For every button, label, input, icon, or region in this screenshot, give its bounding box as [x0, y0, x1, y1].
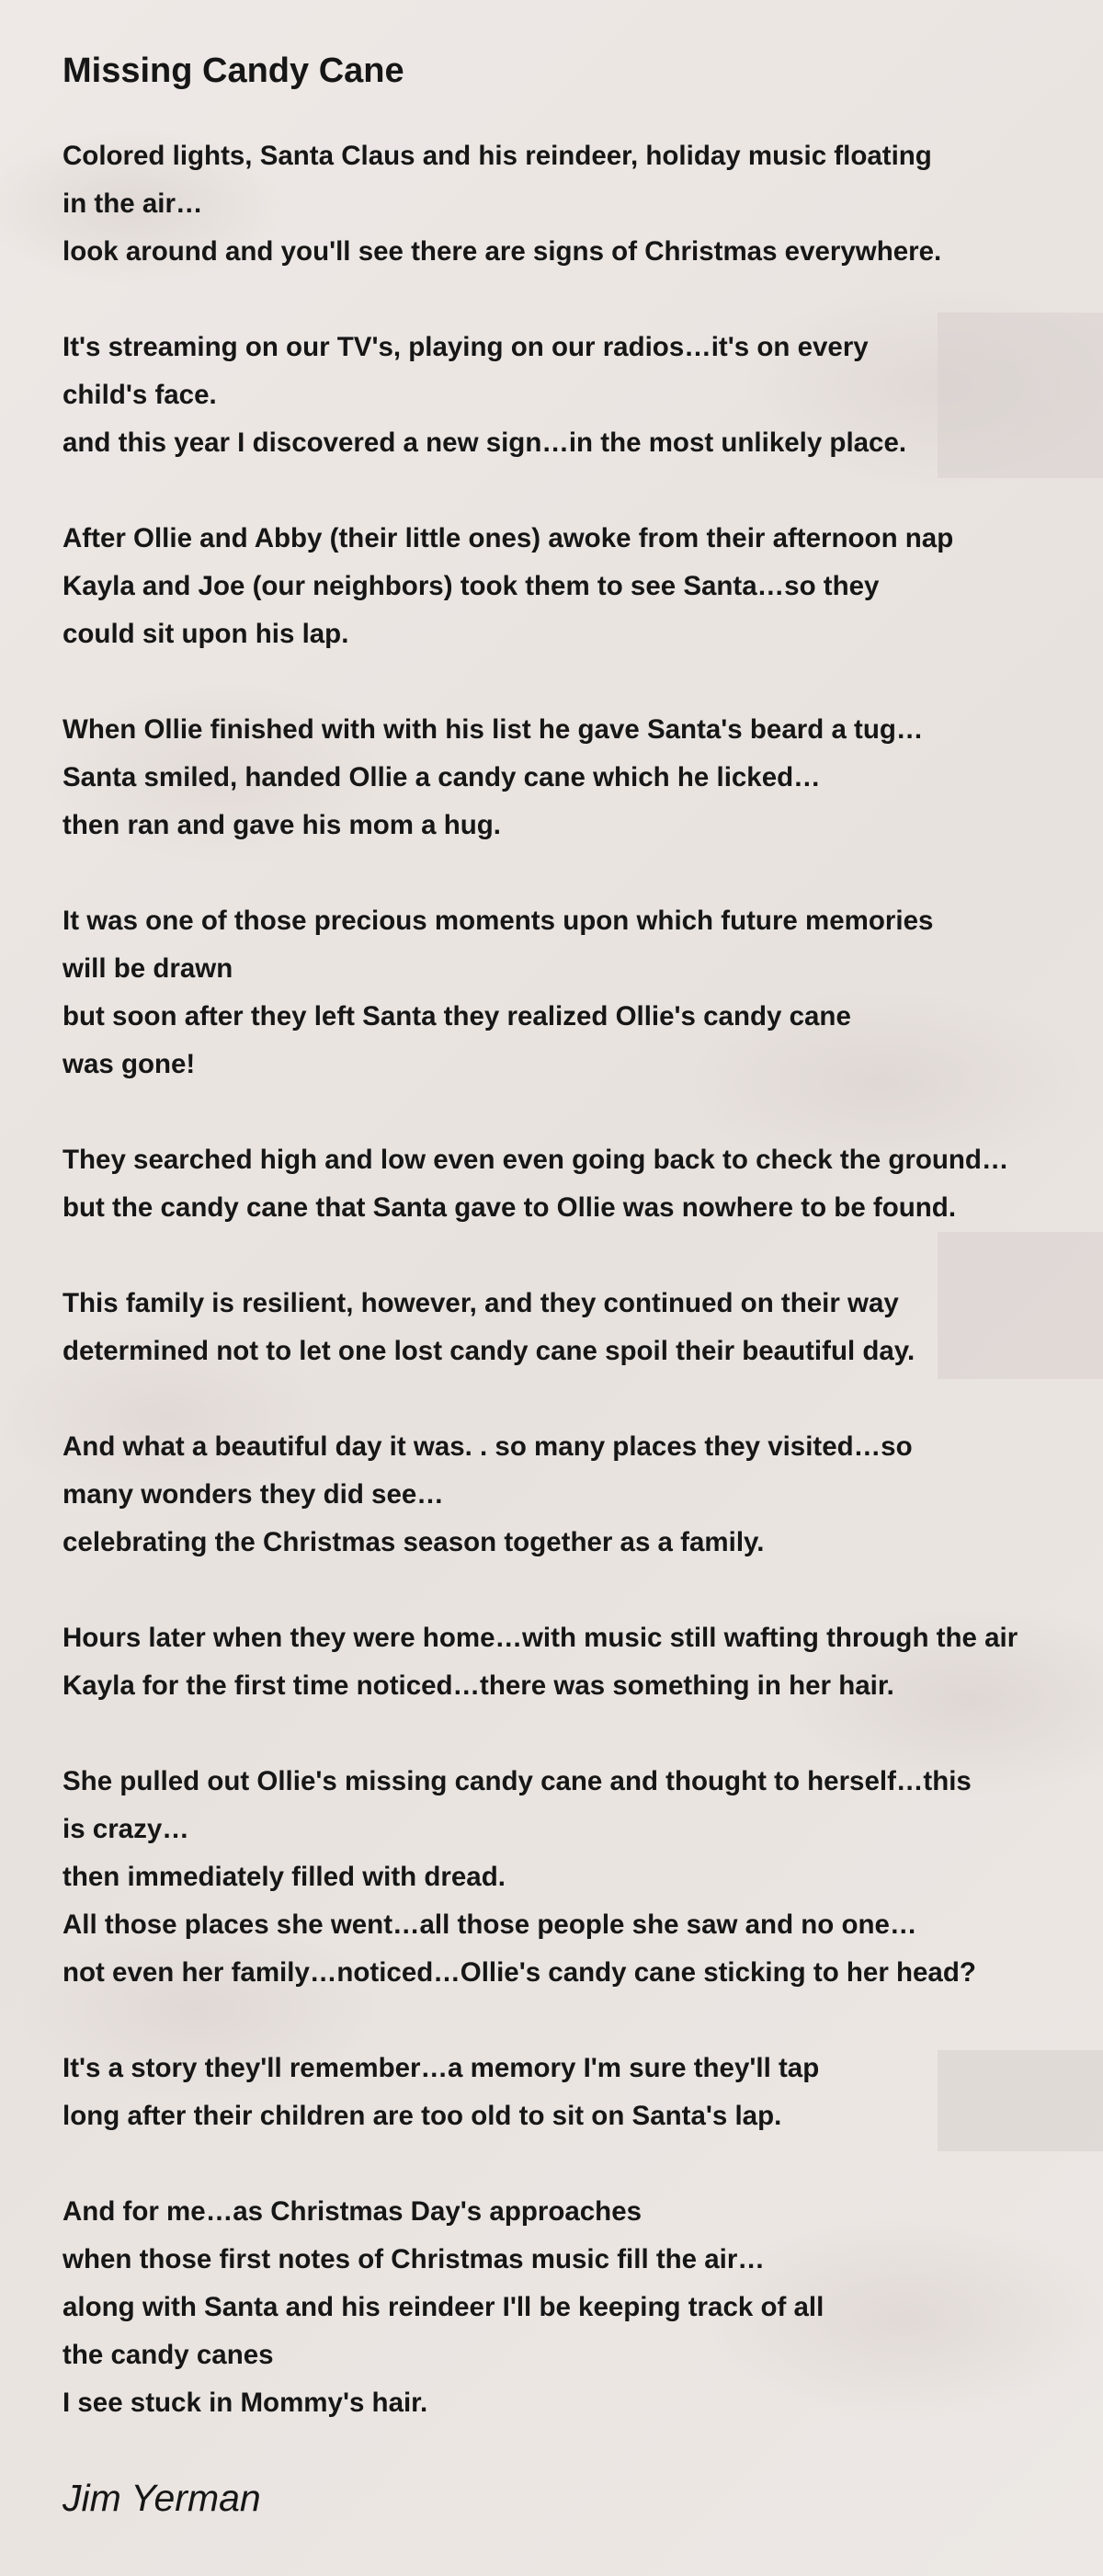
poem-line: When Ollie finished with with his list he gave Santa's beard a tug… — [63, 714, 924, 745]
poem-line: then ran and gave his mom a hug. — [63, 810, 501, 840]
poem-line: was gone! — [63, 1049, 196, 1079]
poem-line: the candy canes — [63, 2340, 274, 2370]
poem-line: child's face. — [63, 380, 217, 410]
poem-line: It's a story they'll remember…a memory I'm sure they'll tap — [63, 2053, 820, 2083]
poem-line: but the candy cane that Santa gave to Ollie was nowhere to be found. — [63, 1192, 957, 1223]
poem-line: will be drawn — [63, 953, 233, 984]
poem-line: along with Santa and his reindeer I'll be keeping track of all — [63, 2292, 824, 2322]
poem-line: many wonders they did see… — [63, 1479, 444, 1510]
poem-line: She pulled out Ollie's missing candy cane and thought to herself…this — [63, 1766, 972, 1796]
poem-line: when those first notes of Christmas music fill the air… — [63, 2244, 765, 2274]
poem-line: and this year I discovered a new sign…in the most unlikely place. — [63, 427, 907, 458]
poem-line: determined not to let one lost candy cane spoil their beautiful day. — [63, 1336, 915, 1366]
poem-line: not even her family…noticed…Ollie's candy cane sticking to her head? — [63, 1957, 976, 1988]
poem-line: in the air… — [63, 188, 203, 219]
poem-line: It's streaming on our TV's, playing on our radios…it's on every — [63, 332, 869, 362]
poem-line: then immediately filled with dread. — [63, 1862, 506, 1892]
poem-line: Colored lights, Santa Claus and his reindeer, holiday music floating — [63, 141, 932, 171]
poem-line: Kayla and Joe (our neighbors) took them to see Santa…so they — [63, 571, 880, 601]
poem-line: but soon after they left Santa they realized Ollie's candy cane — [63, 1001, 851, 1032]
poem-stanza — [63, 706, 1103, 849]
poem-stanza — [63, 324, 1103, 467]
poem-line: Kayla for the first time noticed…there was something in her hair. — [63, 1670, 894, 1701]
poem-stanza — [63, 1614, 1103, 1710]
poem-line: Santa smiled, handed Ollie a candy cane which he licked… — [63, 762, 821, 792]
poem-body — [63, 132, 1103, 2427]
poem-line: is crazy… — [63, 1814, 189, 1844]
poem — [63, 44, 1103, 2475]
poem-stanza — [63, 1136, 1103, 1232]
poem-line: They searched high and low even even going back to check the ground… — [63, 1145, 1009, 1175]
poem-stanza — [63, 132, 1103, 276]
poem-line: I see stuck in Mommy's hair. — [63, 2388, 428, 2418]
poem-title: Missing Candy Cane — [63, 51, 404, 90]
poem-stanza — [63, 515, 1103, 658]
poem-line: look around and you'll see there are signs of Christmas everywhere. — [63, 236, 942, 267]
poem-line: Hours later when they were home…with music still wafting through the air — [63, 1623, 1018, 1653]
poem-stanza — [63, 897, 1103, 1089]
poem-line: could sit upon his lap. — [63, 619, 349, 649]
poem-line: After Ollie and Abby (their little ones) awoke from their afternoon nap — [63, 523, 954, 553]
poem-stanza — [63, 2045, 1103, 2140]
poem-stanza — [63, 1280, 1103, 1375]
poem-line: And for me…as Christmas Day's approaches — [63, 2196, 642, 2227]
poem-stanza — [63, 2188, 1103, 2427]
poem-line: All those places she went…all those people she saw and no one… — [63, 1909, 917, 1940]
poem-stanza — [63, 1758, 1103, 1997]
poem-line: This family is resilient, however, and they continued on their way — [63, 1288, 899, 1318]
poem-line: long after their children are too old to sit on Santa's lap. — [63, 2101, 782, 2131]
poem-stanza — [63, 1423, 1103, 1567]
poem-author: Jim Yerman — [63, 2477, 261, 2519]
poem-line: celebrating the Christmas season together as a family. — [63, 1527, 765, 1557]
poem-line: And what a beautiful day it was. . so many places they visited…so — [63, 1431, 913, 1462]
poem-line: It was one of those precious moments upon which future memories — [63, 906, 934, 936]
